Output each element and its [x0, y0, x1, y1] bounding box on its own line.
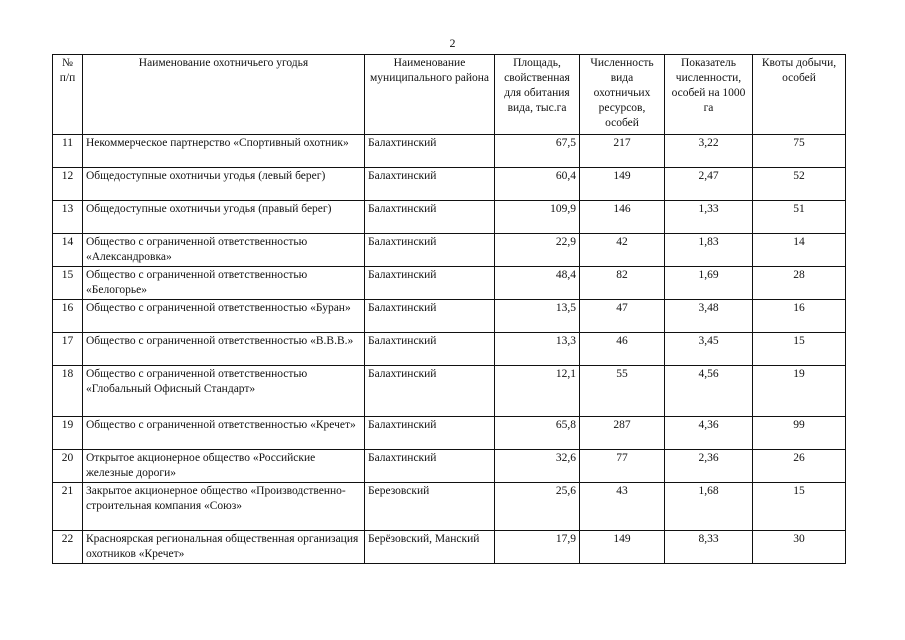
district-name: Балахтинский — [365, 135, 495, 168]
district-name: Балахтинский — [365, 168, 495, 201]
hunting-ground-name: Общество с ограниченной ответственностью «Белогорье» — [83, 267, 365, 300]
population-value: 287 — [580, 417, 665, 450]
density-value: 3,22 — [665, 135, 753, 168]
area-value: 109,9 — [495, 201, 580, 234]
district-name: Балахтинский — [365, 201, 495, 234]
header-area: Площадь, свойственная для обитания вида, тыс.га — [495, 55, 580, 135]
quota-value: 52 — [753, 168, 846, 201]
table-row — [53, 417, 846, 450]
district-name: Балахтинский — [365, 417, 495, 450]
row-number: 21 — [53, 483, 83, 531]
quota-value: 51 — [753, 201, 846, 234]
quota-value: 26 — [753, 450, 846, 483]
header-population: Численность вида охотничьих ресурсов, особей — [580, 55, 665, 135]
row-number: 16 — [53, 300, 83, 333]
header-number: № п/п — [53, 55, 83, 135]
table-header-row — [53, 55, 846, 135]
table-row — [53, 234, 846, 267]
row-number: 18 — [53, 366, 83, 417]
header-quota: Квоты добычи, особей — [753, 55, 846, 135]
area-value: 65,8 — [495, 417, 580, 450]
table-row — [53, 168, 846, 201]
population-value: 149 — [580, 168, 665, 201]
hunting-ground-name: Общество с ограниченной ответственностью «Глобальный Офисный Стандарт» — [83, 366, 365, 417]
row-number: 15 — [53, 267, 83, 300]
district-name: Балахтинский — [365, 366, 495, 417]
quota-value: 15 — [753, 483, 846, 531]
header-density: Показатель численности, особей на 1000 га — [665, 55, 753, 135]
hunting-ground-name: Красноярская региональная общественная организация охотников «Кречет» — [83, 531, 365, 564]
quota-value: 14 — [753, 234, 846, 267]
population-value: 146 — [580, 201, 665, 234]
quota-value: 99 — [753, 417, 846, 450]
area-value: 12,1 — [495, 366, 580, 417]
hunting-ground-name: Общество с ограниченной ответственностью «Буран» — [83, 300, 365, 333]
district-name: Балахтинский — [365, 234, 495, 267]
population-value: 149 — [580, 531, 665, 564]
quota-value: 75 — [753, 135, 846, 168]
hunting-ground-name: Общество с ограниченной ответственностью «Александровка» — [83, 234, 365, 267]
hunting-ground-name: Открытое акционерное общество «Российские железные дороги» — [83, 450, 365, 483]
table-row — [53, 450, 846, 483]
hunting-ground-name: Общедоступные охотничьи угодья (правый берег) — [83, 201, 365, 234]
area-value: 22,9 — [495, 234, 580, 267]
population-value: 46 — [580, 333, 665, 366]
table-row — [53, 135, 846, 168]
density-value: 3,45 — [665, 333, 753, 366]
population-value: 55 — [580, 366, 665, 417]
area-value: 48,4 — [495, 267, 580, 300]
row-number: 17 — [53, 333, 83, 366]
district-name: Балахтинский — [365, 267, 495, 300]
density-value: 1,68 — [665, 483, 753, 531]
quota-value: 15 — [753, 333, 846, 366]
district-name: Берёзовский, Манский — [365, 531, 495, 564]
quota-value: 19 — [753, 366, 846, 417]
area-value: 60,4 — [495, 168, 580, 201]
hunting-ground-name: Общество с ограниченной ответственностью «Кречет» — [83, 417, 365, 450]
density-value: 1,33 — [665, 201, 753, 234]
area-value: 17,9 — [495, 531, 580, 564]
area-value: 32,6 — [495, 450, 580, 483]
district-name: Балахтинский — [365, 300, 495, 333]
table-row — [53, 201, 846, 234]
quota-value: 30 — [753, 531, 846, 564]
population-value: 47 — [580, 300, 665, 333]
row-number: 14 — [53, 234, 83, 267]
row-number: 12 — [53, 168, 83, 201]
area-value: 67,5 — [495, 135, 580, 168]
table-row — [53, 300, 846, 333]
quota-value: 16 — [753, 300, 846, 333]
density-value: 2,36 — [665, 450, 753, 483]
district-name: Балахтинский — [365, 450, 495, 483]
row-number: 19 — [53, 417, 83, 450]
density-value: 4,36 — [665, 417, 753, 450]
hunting-ground-name: Общество с ограниченной ответственностью «В.В.В.» — [83, 333, 365, 366]
row-number: 13 — [53, 201, 83, 234]
density-value: 1,69 — [665, 267, 753, 300]
table-row — [53, 267, 846, 300]
hunting-ground-name: Общедоступные охотничьи угодья (левый берег) — [83, 168, 365, 201]
density-value: 3,48 — [665, 300, 753, 333]
district-name: Березовский — [365, 483, 495, 531]
district-name: Балахтинский — [365, 333, 495, 366]
hunting-ground-name: Некоммерческое партнерство «Спортивный охотник» — [83, 135, 365, 168]
density-value: 1,83 — [665, 234, 753, 267]
population-value: 42 — [580, 234, 665, 267]
density-value: 8,33 — [665, 531, 753, 564]
page-number: 2 — [449, 36, 456, 50]
header-hunting-ground: Наименование охотничьего угодья — [83, 55, 365, 135]
table-row — [53, 531, 846, 564]
table-row — [53, 483, 846, 531]
row-number: 22 — [53, 531, 83, 564]
area-value: 25,6 — [495, 483, 580, 531]
hunting-quota-table — [52, 54, 846, 564]
population-value: 43 — [580, 483, 665, 531]
area-value: 13,5 — [495, 300, 580, 333]
table-row — [53, 333, 846, 366]
density-value: 4,56 — [665, 366, 753, 417]
quota-value: 28 — [753, 267, 846, 300]
row-number: 11 — [53, 135, 83, 168]
row-number: 20 — [53, 450, 83, 483]
area-value: 13,3 — [495, 333, 580, 366]
population-value: 217 — [580, 135, 665, 168]
population-value: 82 — [580, 267, 665, 300]
hunting-ground-name: Закрытое акционерное общество «Производственно-строительная компания «Союз» — [83, 483, 365, 531]
population-value: 77 — [580, 450, 665, 483]
table-row — [53, 366, 846, 417]
header-district: Наименование муниципального района — [365, 55, 495, 135]
density-value: 2,47 — [665, 168, 753, 201]
